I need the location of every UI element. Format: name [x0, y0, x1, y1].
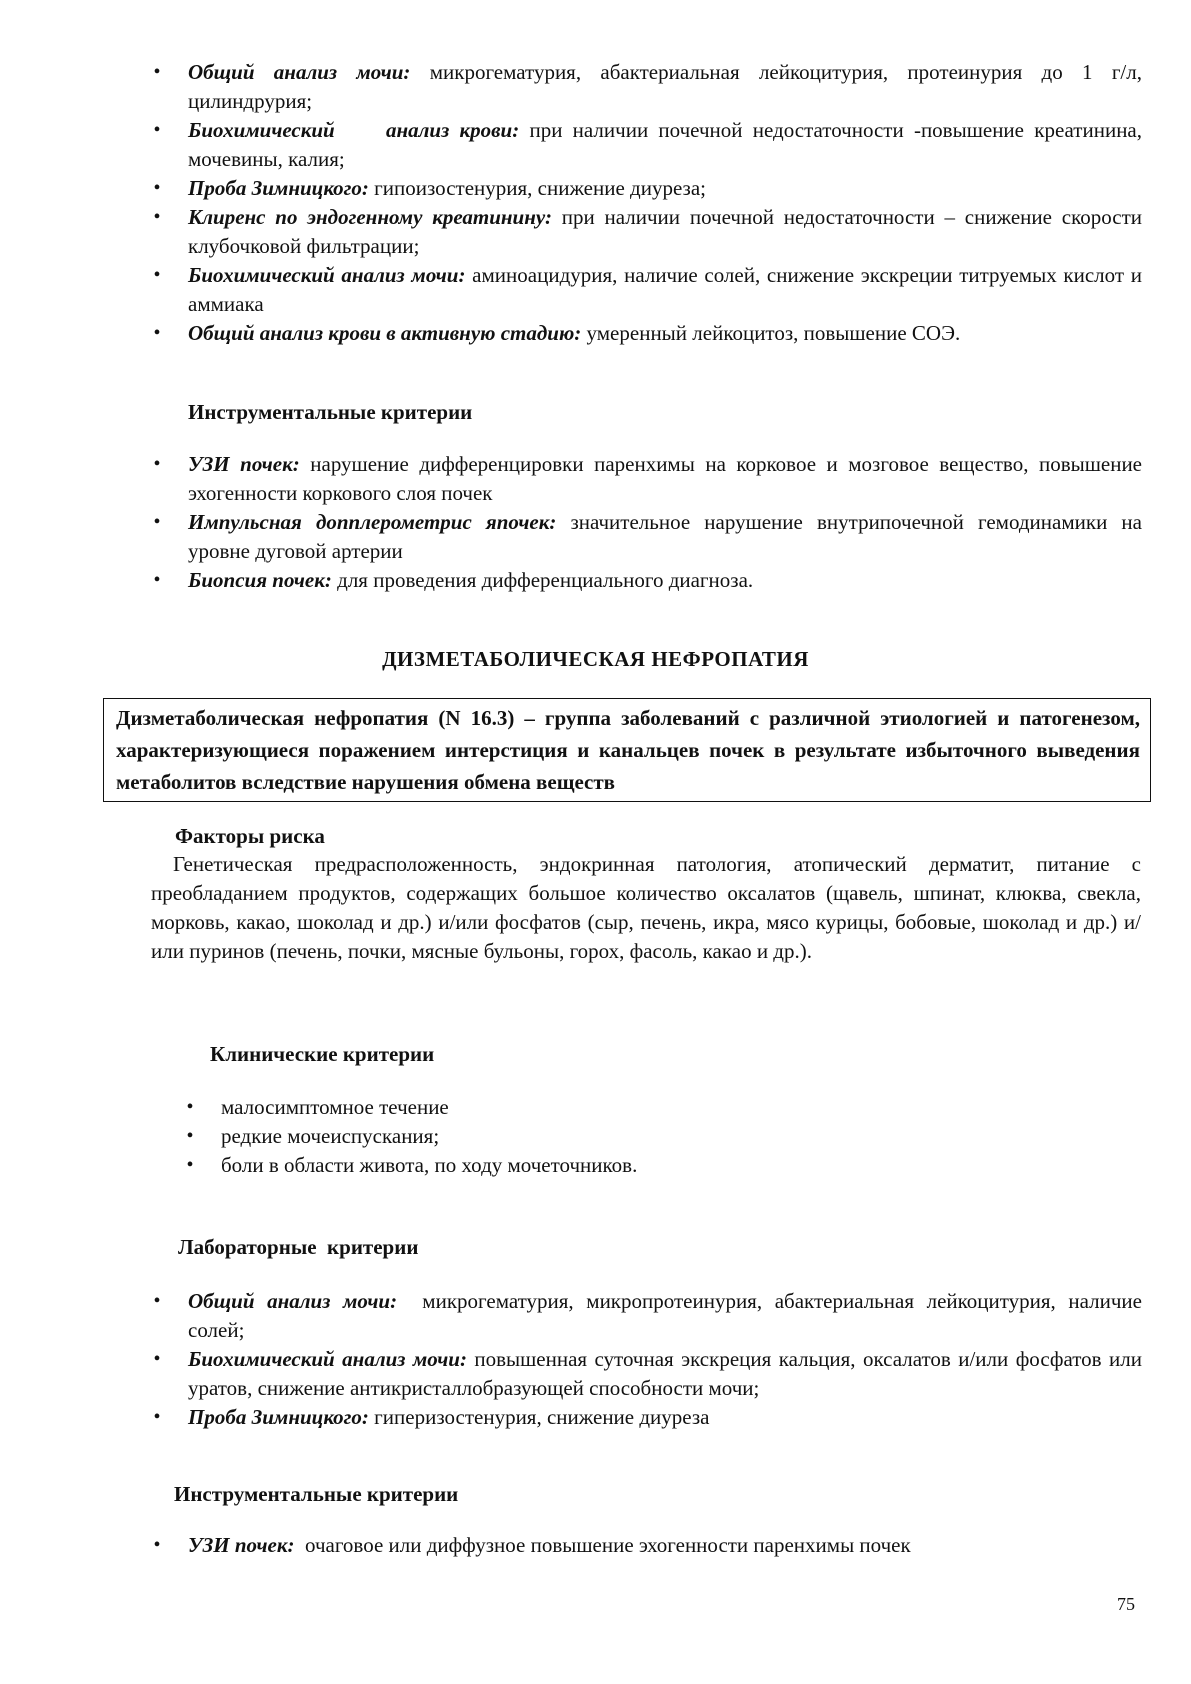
list-item: • Общий анализ мочи: микрогематурия, абактериальная лейкоцитурия, протеинурия до 1 г/л, цилиндрурия;	[150, 58, 1142, 116]
list-item: • Клиренс по эндогенному креатинину: при наличии почечной недостаточности – снижение скорости клубочковой фильтрации;	[150, 203, 1142, 261]
lab-findings-list	[150, 58, 1142, 348]
bullet-icon: •	[153, 1290, 161, 1312]
list-item: • Биохимический анализ крови: при наличии почечной недостаточности -повышение креатинина, мочевины, калия;	[150, 116, 1142, 174]
bullet-icon: •	[153, 119, 161, 141]
list-item: • УЗИ почек: нарушение дифференцировки паренхимы на корковое и мозговое вещество, повышение эхогенности коркового слоя почек	[150, 450, 1142, 508]
instrumental-heading-1: Инструментальные критерии	[188, 400, 473, 424]
list-item: • Импульсная допплерометрис япочек: значительное нарушение внутрипочечной гемодинамики на уровне дуговой артерии	[150, 508, 1142, 566]
list-item: • малосимптомное течение	[183, 1093, 1083, 1122]
section-title: ДИЗМЕТАБОЛИЧЕСКАЯ НЕФРОПАТИЯ	[382, 647, 809, 671]
bullet-icon: •	[153, 1348, 161, 1370]
bullet-icon: •	[153, 1406, 161, 1428]
risk-factors-text: Генетическая предрасположенность, эндокринная патология, атопический дерматит, питание с преобладанием продуктов, содержащих большое количество оксалатов (щавель, шпинат, клюква, свекла, морковь, какао, шоколад и др.) и/или фосфатов (сыр, печень, икра, мясо курицы, бобовые, шоколад и др.) и/или пуринов (печень, почки, мясные бульоны, горох, фасоль, какао и др.).	[151, 852, 1141, 963]
definition-box: Дизметаболическая нефропатия (N 16.3) – группа заболеваний с различной этиологией и патогенезом, характеризующиеся поражением интерстиция и канальцев почек в результате избыточного выведения метаболитов вследствие нарушения обмена веществ	[103, 698, 1151, 802]
bullet-icon: •	[186, 1125, 194, 1147]
list-item: • Биохимический анализ мочи: аминоацидурия, наличие солей, снижение экскреции титруемых кислот и аммиака	[150, 261, 1142, 319]
clinical-list	[183, 1093, 1083, 1180]
risk-factors-heading: Факторы риска	[175, 824, 325, 848]
instrumental-list-2	[150, 1531, 1142, 1560]
list-item: • Биопсия почек: для проведения дифференциального диагноза.	[150, 566, 1142, 595]
bullet-icon: •	[153, 322, 161, 344]
list-item: • Биохимический анализ мочи: повышенная суточная экскреция кальция, оксалатов и/или фосфатов или уратов, снижение антикристаллобразующей способности мочи;	[150, 1345, 1142, 1403]
bullet-icon: •	[153, 1534, 161, 1556]
list-item: • Проба Зимницкого: гипоизостенурия, снижение диуреза;	[150, 174, 1142, 203]
list-item: • УЗИ почек: очаговое или диффузное повышение эхогенности паренхимы почек	[150, 1531, 1142, 1560]
bullet-icon: •	[153, 511, 161, 533]
instrumental-heading-2: Инструментальные критерии	[174, 1482, 459, 1506]
bullet-icon: •	[153, 453, 161, 475]
bullet-icon: •	[153, 264, 161, 286]
clinical-heading: Клинические критерии	[210, 1042, 435, 1066]
list-item: • боли в области живота, по ходу мочеточников.	[183, 1151, 1083, 1180]
page-number: 75	[1117, 1594, 1135, 1614]
bullet-icon: •	[153, 569, 161, 591]
list-item: • Проба Зимницкого: гиперизостенурия, снижение диуреза	[150, 1403, 1142, 1432]
laboratory-heading: Лабораторные критерии	[178, 1235, 419, 1259]
bullet-icon: •	[153, 206, 161, 228]
bullet-icon: •	[153, 177, 161, 199]
bullet-icon: •	[186, 1096, 194, 1118]
list-item: • редкие мочеиспускания;	[183, 1122, 1083, 1151]
list-item: • Общий анализ мочи: микрогематурия, микропротеинурия, абактериальная лейкоцитурия, наличие солей;	[150, 1287, 1142, 1345]
list-item: • Общий анализ крови в активную стадию: умеренный лейкоцитоз, повышение СОЭ.	[150, 319, 1142, 348]
laboratory-list	[150, 1287, 1148, 1432]
instrumental-list-1	[150, 450, 1142, 595]
bullet-icon: •	[186, 1154, 194, 1176]
bullet-icon: •	[153, 61, 161, 83]
